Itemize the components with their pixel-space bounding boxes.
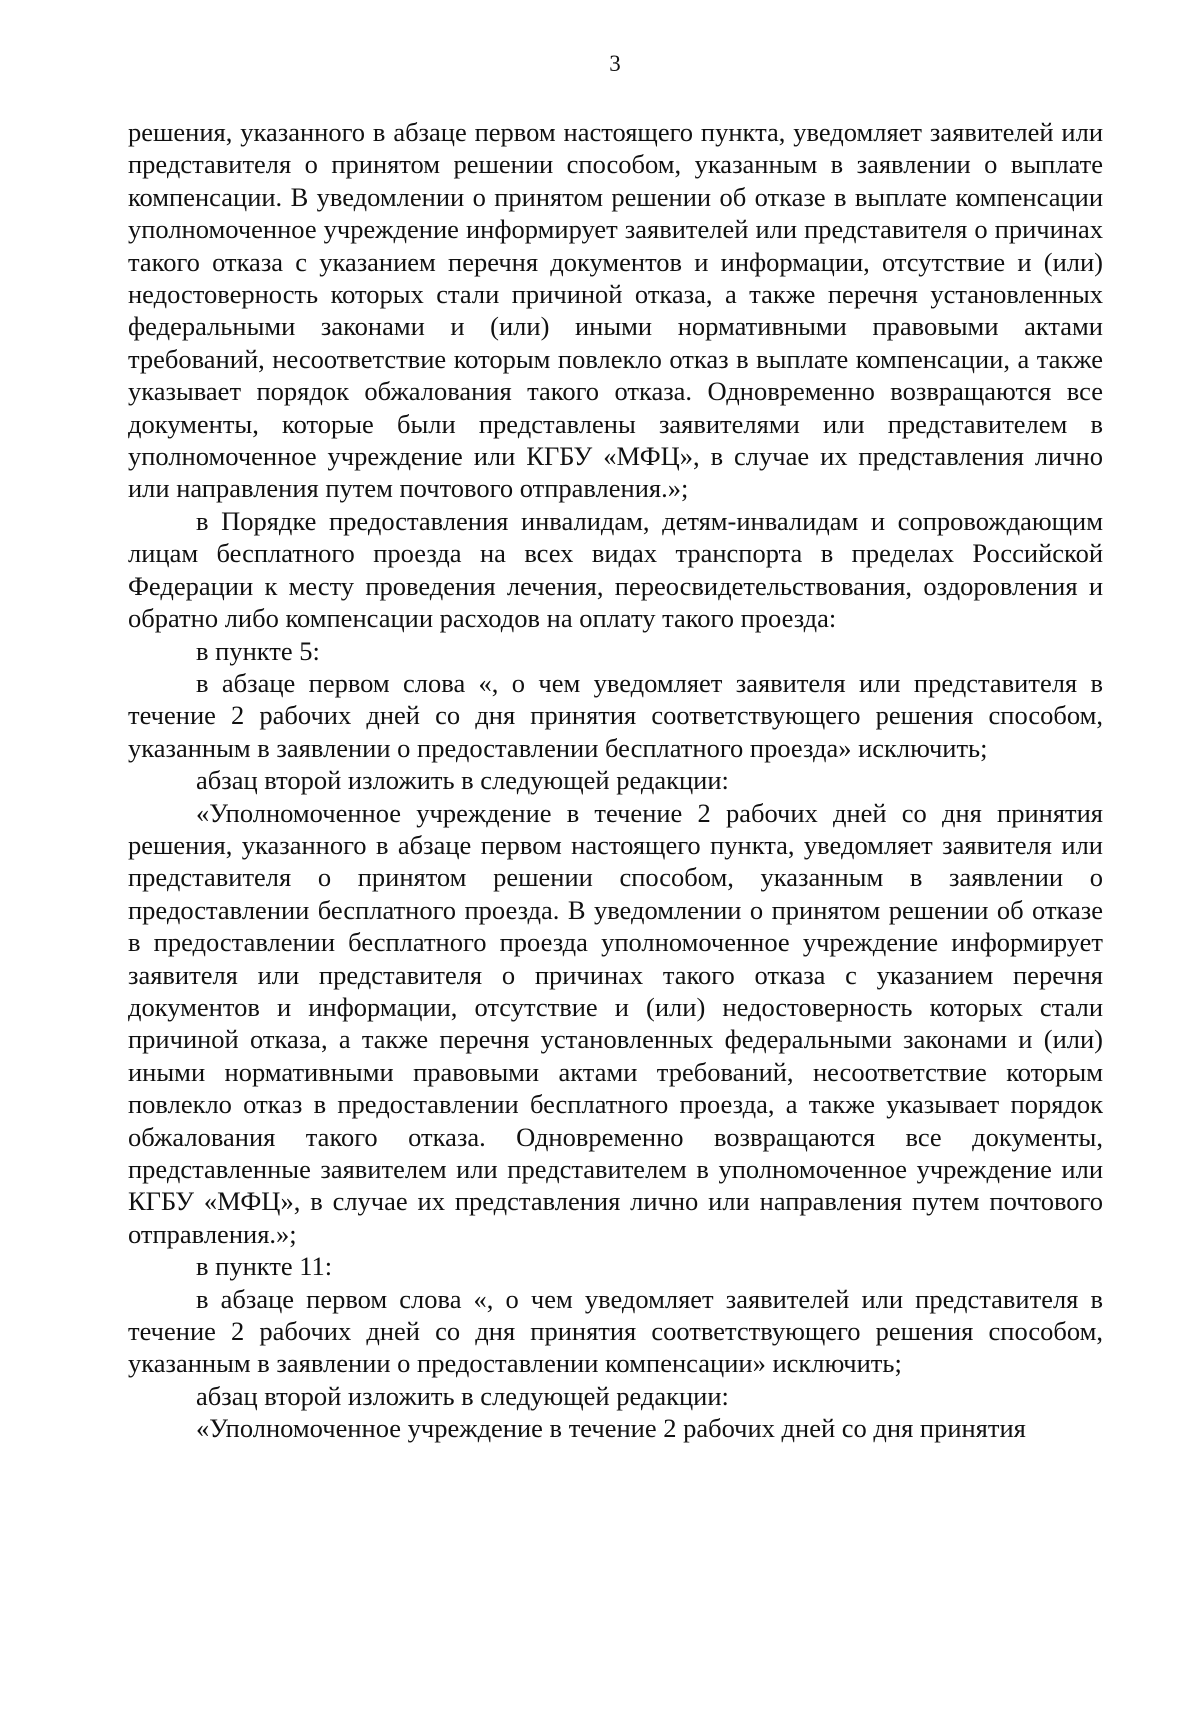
document-body bbox=[128, 116, 1103, 1445]
paragraph-item-5-second-clause-intro: абзац второй изложить в следующей редакции: bbox=[196, 765, 729, 796]
paragraph-continuation: решения, указанного в абзаце первом настоящего пункта, уведомляет заявителей или представителя о принятом решении способом, указанным в заявлении о выплате компенсации. В уведомлении о принятом решении об отказе в выплате компенсации уполномоченное учреждение информирует заявителей или представителя о причинах такого отказа с указанием перечня документов и информации, отсутствие и (или) недостоверность которых стали причиной отказа, а также перечня установленных федеральными законами и (или) иными нормативными правовыми актами требований, несоответствие которым повлекло отказ в выплате компенсации, а также указывает порядок обжалования такого отказа. Одновременно возвращаются все документы, которые были представлены заявителями или представителем в уполномоченное учреждение или КГБУ «МФЦ», в случае их представления лично или направления путем почтового отправления.»; bbox=[128, 117, 1103, 504]
paragraph-item-11-heading: в пункте 11: bbox=[196, 1251, 333, 1282]
paragraph-item-11-new-text: «Уполномоченное учреждение в течение 2 рабочих дней со дня принятия bbox=[196, 1413, 1026, 1444]
paragraph-item-5-heading: в пункте 5: bbox=[196, 635, 320, 666]
page-number: 3 bbox=[609, 51, 621, 76]
paragraph-item-5-new-text: «Уполномоченное учреждение в течение 2 рабочих дней со дня принятия решения, указанного в абзаце первом настоящего пункта, уведомляет заявителя или представителя о принятом решении способом, указанным в заявлении о предоставлении бесплатного проезда. В уведомлении о принятом решении об отказе в предоставлении бесплатного проезда уполномоченное учреждение информирует заявителя или представителя о причинах такого отказа с указанием перечня документов и информации, отсутствие и (или) недостоверность которых стали причиной отказа, а также перечня установленных федеральными законами и (или) иными нормативными правовыми актами требований, несоответствие которым повлекло отказ в предоставлении бесплатного проезда, а также указывает порядок обжалования такого отказа. Одновременно возвращаются все документы, представленные заявителем или представителем в уполномоченное учреждение или КГБУ «МФЦ», в случае их представления лично или направления путем почтового отправления.»; bbox=[128, 797, 1103, 1249]
paragraph-item-11-second-clause-intro: абзац второй изложить в следующей редакции: bbox=[196, 1380, 729, 1411]
paragraph-item-5-first-clause: в абзаце первом слова «, о чем уведомляет заявителя или представителя в течение 2 рабочих дней со дня принятия соответствующего решения способом, указанным в заявлении о предоставлении бесплатного проезда» исключить; bbox=[128, 667, 1103, 763]
paragraph-procedure-intro: в Порядке предоставления инвалидам, детям-инвалидам и сопровождающим лицам бесплатного проезда на всех видах транспорта в пределах Российской Федерации к месту проведения лечения, переосвидетельствования, оздоровления и обратно либо компенсации расходов на оплату такого проезда: bbox=[128, 505, 1103, 634]
paragraph-item-11-first-clause: в абзаце первом слова «, о чем уведомляет заявителей или представителя в течение 2 рабочих дней со дня принятия соответствующего решения способом, указанным в заявлении о предоставлении компенсации» исключить; bbox=[128, 1283, 1103, 1379]
